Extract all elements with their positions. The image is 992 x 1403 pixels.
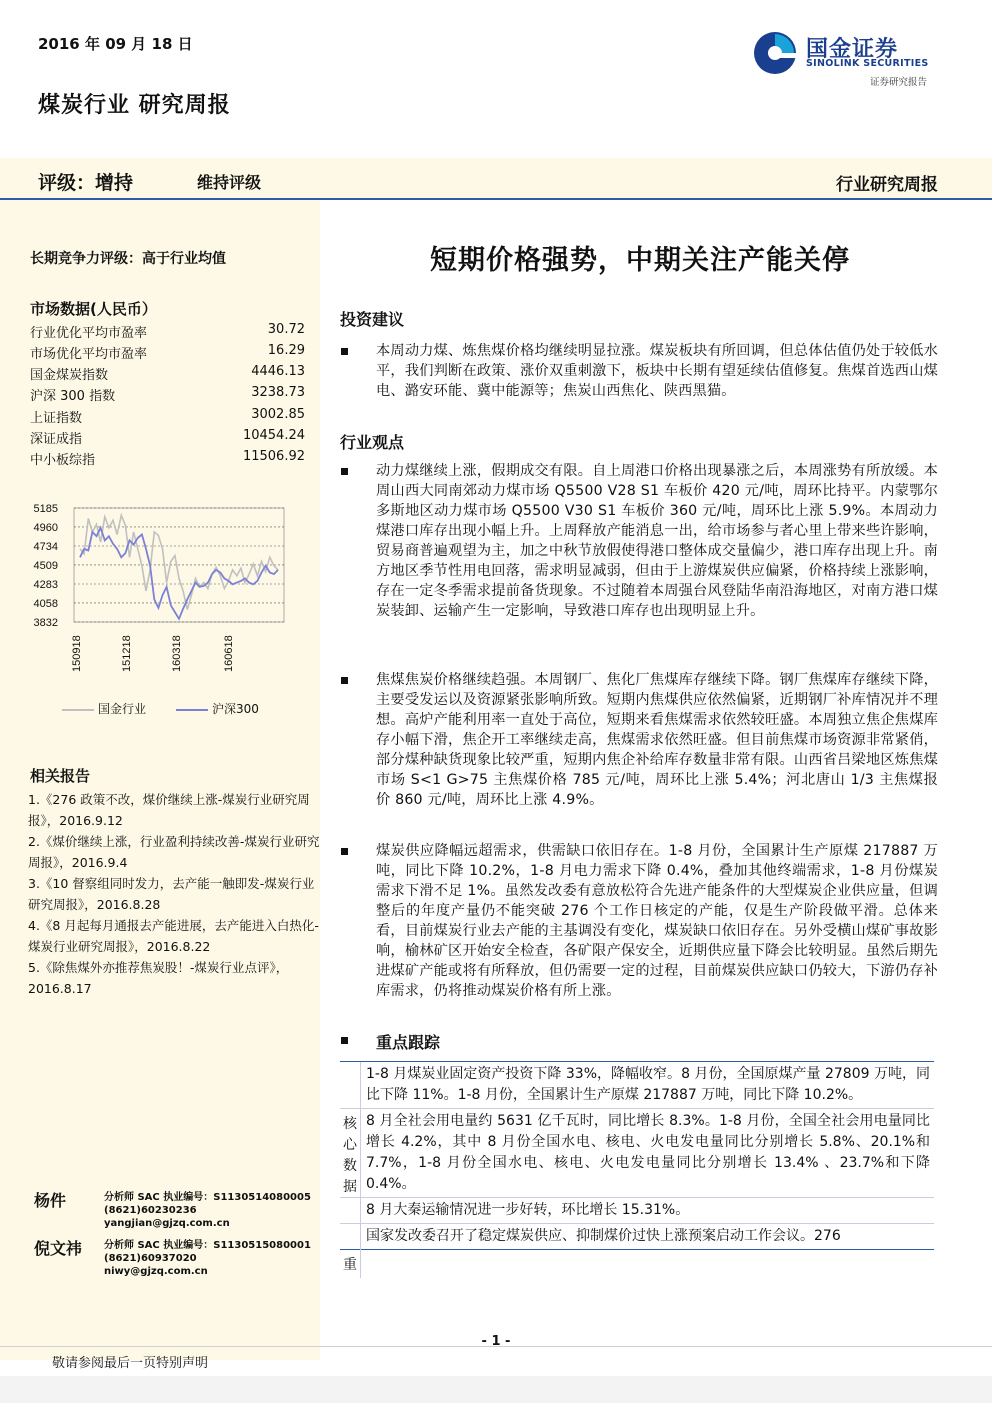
market-row xyxy=(30,343,305,364)
analyst-email[interactable]: niwy@gjzq.com.cn xyxy=(104,1266,208,1277)
related-report-item[interactable]: 4.《8 月起每月通报去产能进展，去产能进入白热化-煤炭行业研究周报》，2016.8.22 xyxy=(28,918,319,954)
analyst-name: 倪文祎 xyxy=(34,1239,83,1258)
x-tick-label: 160618 xyxy=(223,635,235,672)
analyst-contact xyxy=(104,1239,311,1278)
related-report-item[interactable]: 3.《10 督察组同时发力，去产能一触即发-煤炭行业研究周报》，2016.8.28 xyxy=(28,876,315,912)
analyst-card xyxy=(34,1188,314,1240)
logo-chinese-name: 国金证券 xyxy=(806,37,899,62)
bullet-icon xyxy=(341,1037,348,1044)
x-tick-label: 160318 xyxy=(171,635,183,672)
report-type: 行业研究周报 xyxy=(836,175,938,195)
market-row xyxy=(30,322,305,343)
analyst-card xyxy=(34,1236,314,1288)
legend-swatch-hs300 xyxy=(176,709,208,711)
analyst-phone: (8621)60937020 xyxy=(104,1253,197,1264)
market-row-value: 30.72 xyxy=(267,322,305,337)
view-paragraph: 煤炭供应降幅远超需求，供需缺口依旧存在。1-8 月份，全国累计生产原煤 217887 万吨，同比下降 10.2%，1-8 月电力需求下降 0.4%，叠加其他终端需求，1-8 月份煤炭需求下滑不足 1%。虽然发改委有意放松符合先进产能条件的大型煤炭企业供应量，但调整后的年度产量仍不能突破 276 个工作日核定的产能，仅是生产阶段做平滑。总体来看，目前煤炭行业去产能的主基调没有变化，煤炭缺口依旧存在。另外受横山煤矿事故影响，榆林矿区开始安全检查，各矿限产保安全，近期供应量下降会比较明显。虽然后期先进煤矿产能或将有所释放，但仍需要一定的过程，目前煤炭供应缺口仍较大，下游仍存补库需求，仍将推动煤炭价格有所上涨。 xyxy=(376,843,938,999)
table-row xyxy=(340,1198,934,1224)
analyst-sac: 分析师 SAC 执业编号：S1130514080005 xyxy=(104,1192,311,1203)
market-row-label: 上证指数 xyxy=(30,411,83,426)
table-row xyxy=(340,1224,934,1249)
headline: 短期价格强势，中期关注产能关停 xyxy=(430,245,850,276)
rating-label: 评级：增持 xyxy=(38,172,134,194)
industry-view-title: 行业观点 xyxy=(340,433,405,452)
chart-legend xyxy=(62,700,302,718)
market-row xyxy=(30,428,305,449)
market-row-value: 16.29 xyxy=(267,343,305,358)
legend-label-hs300: 沪深300 xyxy=(212,702,259,716)
market-row-label: 行业优化平均市盈率 xyxy=(30,326,148,341)
bullet-icon xyxy=(341,677,348,684)
invest-advice-text: 本周动力煤、炼焦煤价格均继续明显拉涨。煤炭板块有所回调，但总体估值仍处于较低水平，我们判断在政策、涨价双重刺激下，板块中长期有望延续估值修复。焦煤首选西山煤电、潞安环能、冀中能源等；焦炭山西焦化、陕西黑猫。 xyxy=(376,343,938,399)
legend-swatch-industry xyxy=(62,709,94,711)
table-cell: 8 月大秦运输情况进一步好转，环比增长 15.31%。 xyxy=(366,1202,690,1218)
y-tick-label: 3832 xyxy=(33,617,58,629)
key-tracking-title: 重点跟踪 xyxy=(376,1033,441,1052)
y-tick-label: 4058 xyxy=(33,597,58,610)
market-row-value: 11506.92 xyxy=(242,449,305,464)
legend-label-industry: 国金行业 xyxy=(98,702,147,716)
analyst-name: 杨件 xyxy=(34,1191,67,1210)
table-cell: 8 月全社会用电量约 5631 亿千瓦时，同比增长 8.3%。1-8 月份，全国全社会用电量同比增长 4.2%，其中 8 月份全国水电、核电、火电发电量同比分别增长 5.8%、20.1%和 7.7%，1-8 月份全国水电、核电、火电发电量同比分别增长 13.4% 、23.7%和下降 0.4%。 xyxy=(366,1113,930,1192)
market-row xyxy=(30,364,305,385)
table-cell: 1-8 月煤炭业固定资产投资下降 33%，降幅收窄。8 月份，全国原煤产量 27809 万吨，同比下降 11%。1-8 月份，全国累计生产原煤 217887 万吨，同比下降 10.2%。 xyxy=(366,1066,930,1103)
invest-advice-title: 投资建议 xyxy=(340,310,405,329)
view-paragraph: 焦煤焦炭价格继续趋强。本周钢厂、焦化厂焦煤库存继续下降。钢厂焦煤库存继续下降，主要受发运以及资源紧张影响所致。短期内焦煤供应依然偏紧，近期钢厂补库情况并不理想。高炉产能利用率一直处于高位，短期来看焦煤需求依然较旺盛。本周独立焦企焦煤库存小幅下滑，焦企开工率继续走高，焦煤需求依然旺盛。但目前焦煤市场资源非常紧俏，部分煤种缺货现象比较严重，短期内焦企补给库存数量非常有限。山西省吕梁地区炼焦煤市场 S<1 G>75 主焦煤价格 785 元/吨，周环比上涨 5.4%；河北唐山 1/3 主焦煤报价 860 元/吨，周环比上涨 4.9%。 xyxy=(376,672,938,808)
rating-action: 维持评级 xyxy=(197,173,262,192)
related-report-item[interactable]: 2.《煤价继续上涨，行业盈利持续改善-煤炭行业研究周报》，2016.9.4 xyxy=(28,834,320,870)
page-number: - 1 - xyxy=(481,1334,511,1349)
analyst-sac: 分析师 SAC 执业编号：S1130515080001 xyxy=(104,1240,311,1251)
y-tick-label: 5185 xyxy=(33,503,58,515)
market-row-value: 4446.13 xyxy=(251,364,305,379)
bullet-icon xyxy=(341,468,348,475)
series-line-hs300 xyxy=(80,528,278,619)
table-row xyxy=(340,1062,934,1109)
related-report-item[interactable]: 1.《276 政策不改，煤价继续上涨-煤炭行业研究周报》，2016.9.12 xyxy=(28,792,310,828)
market-row-label: 国金煤炭指数 xyxy=(30,368,109,383)
market-row xyxy=(30,407,305,428)
sinolink-logo xyxy=(752,30,952,92)
y-tick-label: 4960 xyxy=(33,521,58,534)
competition-rating: 长期竞争力评级：高于行业均值 xyxy=(30,251,226,267)
bullet-icon xyxy=(341,348,348,355)
analyst-contact xyxy=(104,1191,311,1230)
market-row-label: 深证成指 xyxy=(30,432,83,447)
index-comparison-chart xyxy=(26,496,298,681)
view-paragraph: 动力煤继续上涨，假期成交有限。自上周港口价格出现暴涨之后，本周涨势有所放缓。本周山西大同南郊动力煤市场 Q5500 V28 S1 车板价 420 元/吨，周环比持平。内蒙鄂尔多斯地区动力煤市场 Q5500 V30 S1 车板价 360 元/吨，周环比上涨 5.9%。本周动力煤港口库存出现小幅上升。上周释放产能消息一出，给市场参与者心里上带来些许影响，贸易商普遍观望为主，加之中秋节放假使得港口整体成交量偏少，港口库存出现上升。南方地区季节性用电回落，需求明显减弱，但由于上游煤炭供应偏紧，价格持续上涨影响，存在一定冬季需求提前备货现象。不过随着本周强台风登陆华南沿海地区，对南方港口煤炭装卸、运输产生一定影响，导致港口库存也出现明显上升。 xyxy=(376,463,938,619)
y-tick-label: 4283 xyxy=(33,579,58,591)
analyst-phone: (8621)60230236 xyxy=(104,1205,197,1216)
report-date: 2016 年 09 月 18 日 xyxy=(38,35,193,53)
market-row xyxy=(30,385,305,406)
market-row-label: 市场优化平均市盈率 xyxy=(30,347,148,362)
y-tick-label: 4509 xyxy=(33,559,58,572)
market-data-title: 市场数据(人民币） xyxy=(30,300,157,318)
y-tick-label: 4734 xyxy=(33,541,58,553)
related-report-item[interactable]: 5.《除焦煤外亦推荐焦炭股！-煤炭行业点评》，2016.8.17 xyxy=(28,960,289,996)
footer-divider xyxy=(0,1346,992,1347)
market-row-value: 10454.24 xyxy=(242,428,305,443)
table-side-label-core: 核心数据 xyxy=(343,1116,357,1195)
logo-subtitle: 证券研究报告 xyxy=(870,77,928,88)
industry-title: 煤炭行业 研究周报 xyxy=(38,93,231,118)
market-row-value: 3238.73 xyxy=(251,385,305,400)
x-tick-label: 150918 xyxy=(71,635,83,672)
logo-english-name: SINOLINK SECURITIES xyxy=(806,58,929,69)
table-cell: 国家发改委召开了稳定煤炭供应、抑制煤价过快上涨预案启动工作会议。276 xyxy=(366,1228,841,1244)
sinolink-logo-icon xyxy=(752,30,798,76)
table-side-label-key: 重 xyxy=(343,1257,357,1273)
table-row xyxy=(340,1109,934,1198)
market-row xyxy=(30,449,305,470)
related-reports-list xyxy=(28,789,320,999)
footer-disclaimer: 敬请参阅最后一页特别声明 xyxy=(52,1356,209,1371)
market-row-value: 3002.85 xyxy=(251,407,305,422)
related-reports-title: 相关报告 xyxy=(30,767,91,785)
analyst-email[interactable]: yangjian@gjzq.com.cn xyxy=(104,1218,230,1229)
series-line-industry xyxy=(80,515,278,609)
market-row-label: 沪深 300 指数 xyxy=(30,389,116,404)
table-divider xyxy=(360,1062,361,1278)
bullet-icon xyxy=(341,848,348,855)
footer-bar xyxy=(0,1376,992,1403)
market-row-label: 中小板综指 xyxy=(30,453,96,468)
key-tracking-table xyxy=(340,1061,934,1250)
x-tick-label: 151218 xyxy=(121,635,133,672)
